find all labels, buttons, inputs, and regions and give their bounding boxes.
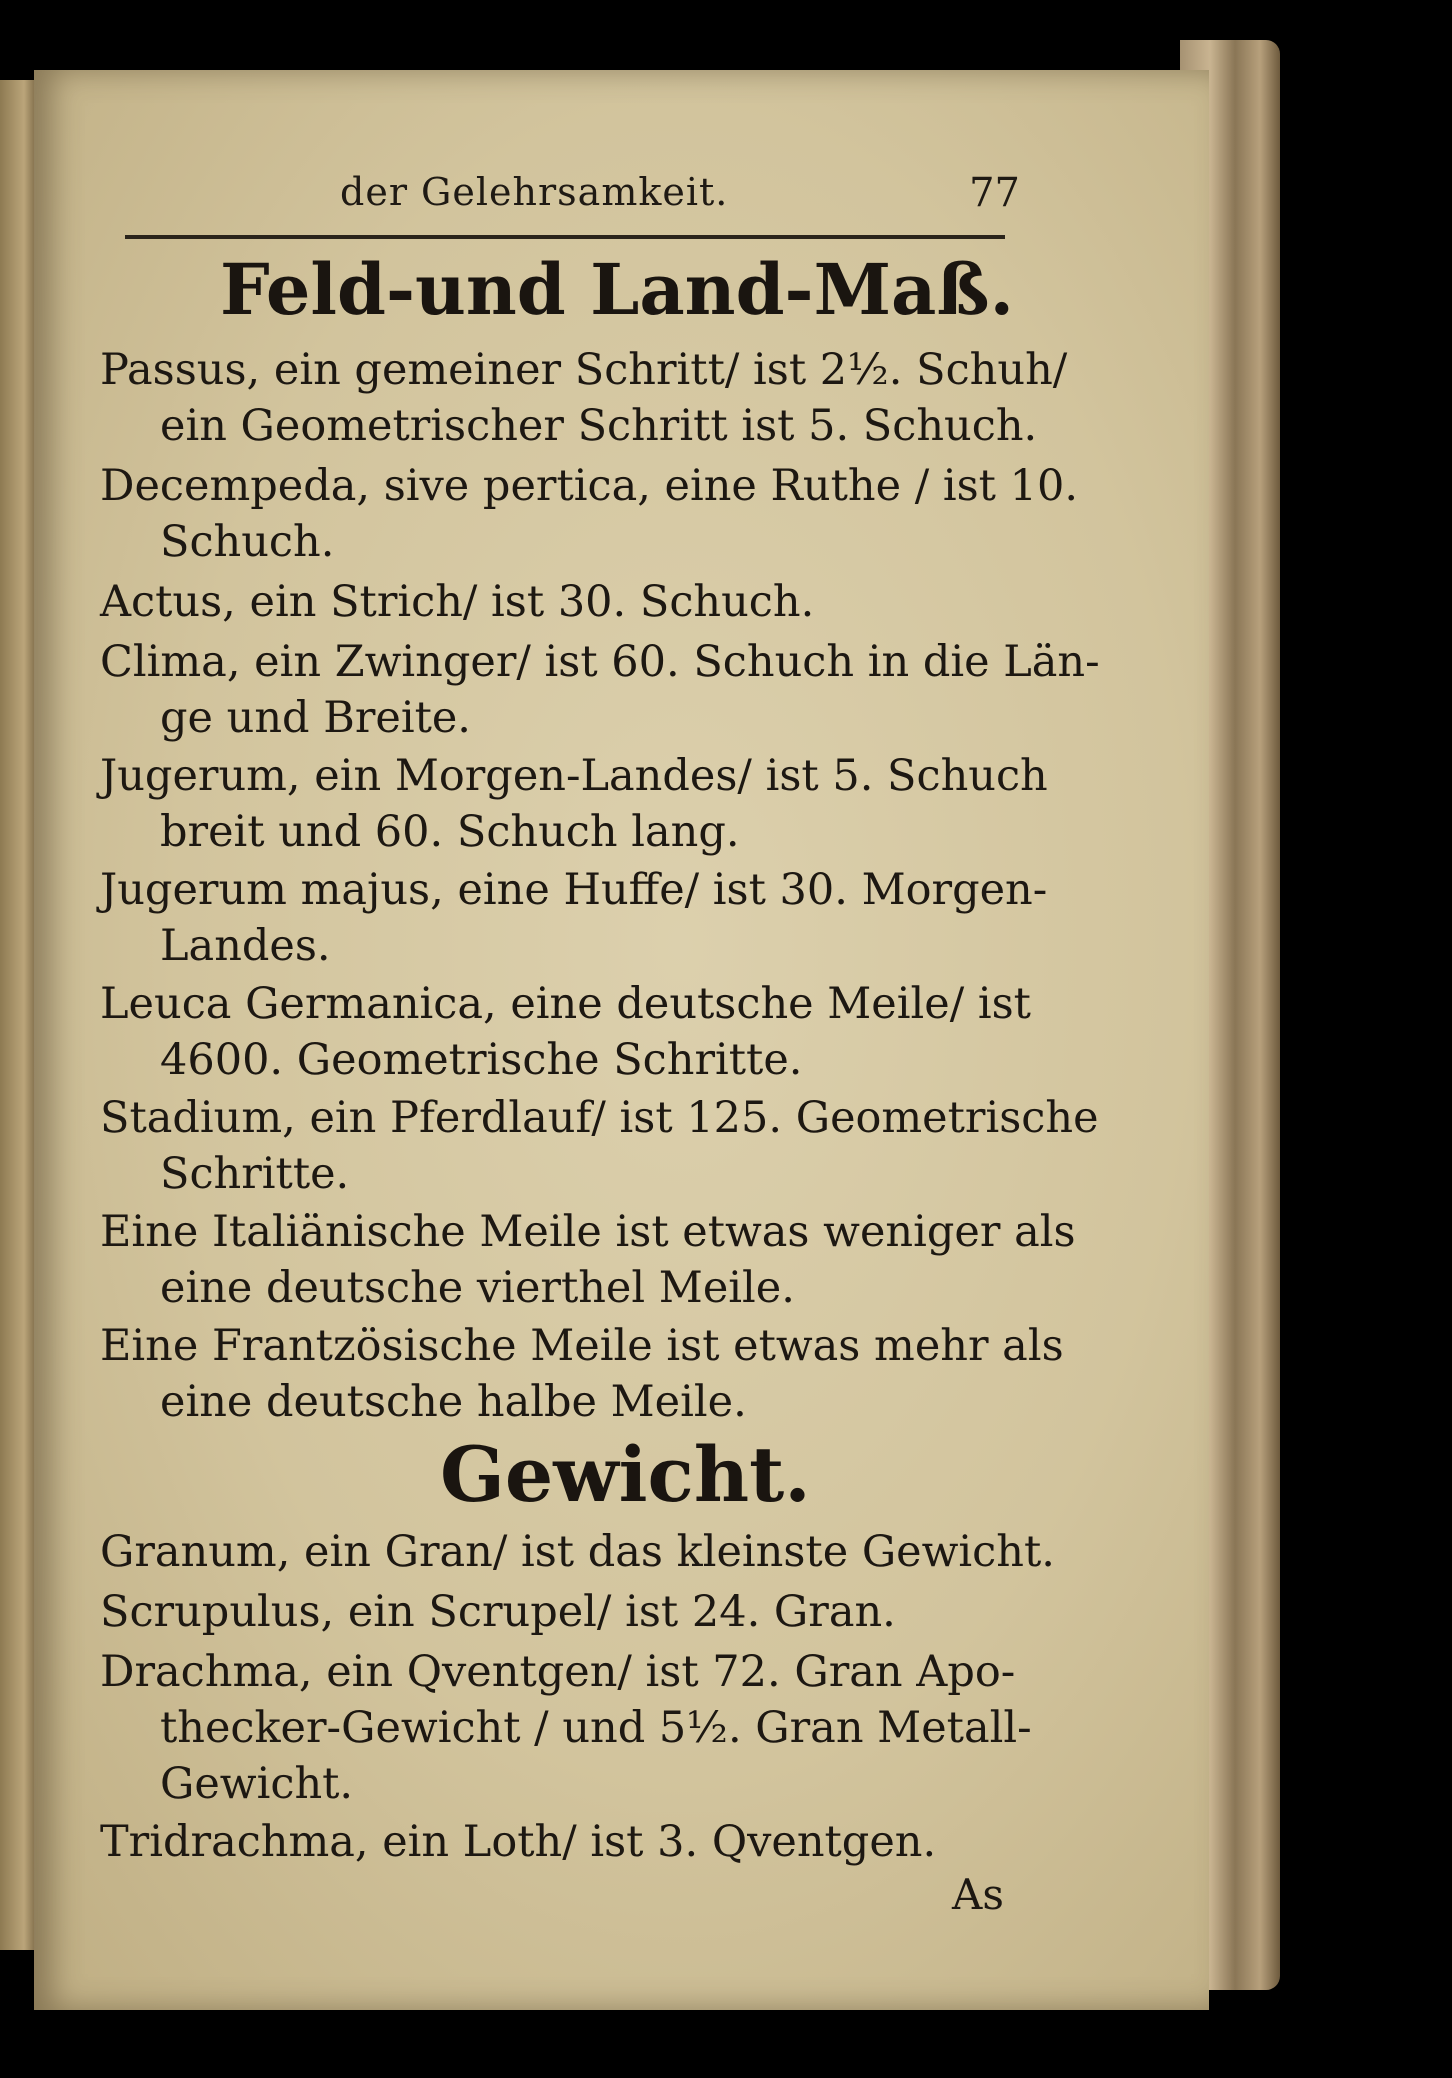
entry-line: Tridrachma, ein Loth/ ist 3. Qventgen. [100, 1817, 937, 1867]
entry-line: Passus, ein gemeiner Schritt/ ist 2½. Schuh/ [100, 345, 1068, 395]
entry-clima [100, 634, 1100, 746]
entry-leuca [100, 976, 1030, 1088]
entry-line: eine deutsche vierthel Meile. [160, 1263, 795, 1313]
entry-passus [100, 342, 1068, 454]
page-header [340, 170, 1020, 230]
entry-line: eine deutsche halbe Meile. [160, 1377, 747, 1427]
entry-line: Leuca Germanica, eine deutsche Meile/ ist [100, 979, 1031, 1029]
entry-line: Actus, ein Strich/ ist 30. Schuch. [100, 577, 815, 627]
entry-line: Landes. [160, 921, 331, 971]
entry-line: Eine Frantzösische Meile ist etwas mehr als [100, 1321, 1064, 1371]
entry-line: Gewicht. [160, 1759, 354, 1809]
entry-granum [100, 1524, 1055, 1580]
entry-line: breit und 60. Schuch lang. [160, 807, 740, 857]
entry-french-mile [100, 1318, 1064, 1430]
entry-line: thecker-Gewicht / und 5½. Gran Metall- [160, 1703, 1032, 1753]
section-title-feld-maass: Feld-und Land-Maß. [220, 248, 1014, 331]
entry-line: Jugerum majus, eine Huffe/ ist 30. Morgen- [100, 865, 1048, 915]
catchword: As [952, 1870, 1004, 1919]
entry-actus [100, 574, 1030, 630]
entry-line: Clima, ein Zwinger/ ist 60. Schuch in die Län- [100, 637, 1100, 687]
entry-line: Schritte. [160, 1149, 350, 1199]
section-title-gewicht: Gewicht. [440, 1430, 811, 1519]
entry-line: Jugerum, ein Morgen-Landes/ ist 5. Schuch [100, 751, 1048, 801]
entry-jugerum-majus [100, 862, 1048, 974]
entry-jugerum [100, 748, 1048, 860]
entry-line: Schuch. [160, 517, 335, 567]
entry-tridrachma [100, 1814, 1030, 1870]
entry-line: Decempeda, sive pertica, eine Ruthe / ist 10. [100, 461, 1079, 511]
entry-line: Granum, ein Gran/ ist das kleinste Gewicht. [100, 1527, 1055, 1577]
entry-line: ein Geometrischer Schritt ist 5. Schuch. [160, 401, 1038, 451]
entry-decempeda [100, 458, 1079, 570]
entry-stadium [100, 1090, 1099, 1202]
page-number: 77 [969, 170, 1020, 216]
entry-drachma [100, 1644, 1030, 1812]
entry-line: ge und Breite. [160, 693, 471, 743]
header-rule [125, 235, 1005, 239]
entry-line: Drachma, ein Qventgen/ ist 72. Gran Apo- [100, 1647, 1016, 1697]
entry-scrupulus [100, 1584, 1030, 1640]
entry-line: Eine Italiänische Meile ist etwas weniger als [100, 1207, 1076, 1257]
entry-line: Scrupulus, ein Scrupel/ ist 24. Gran. [100, 1587, 896, 1637]
running-head: der Gelehrsamkeit. [340, 170, 729, 214]
entry-line: Stadium, ein Pferdlauf/ ist 125. Geometrische [100, 1093, 1099, 1143]
entry-italian-mile [100, 1204, 1076, 1316]
entry-line: 4600. Geometrische Schritte. [160, 1035, 803, 1085]
